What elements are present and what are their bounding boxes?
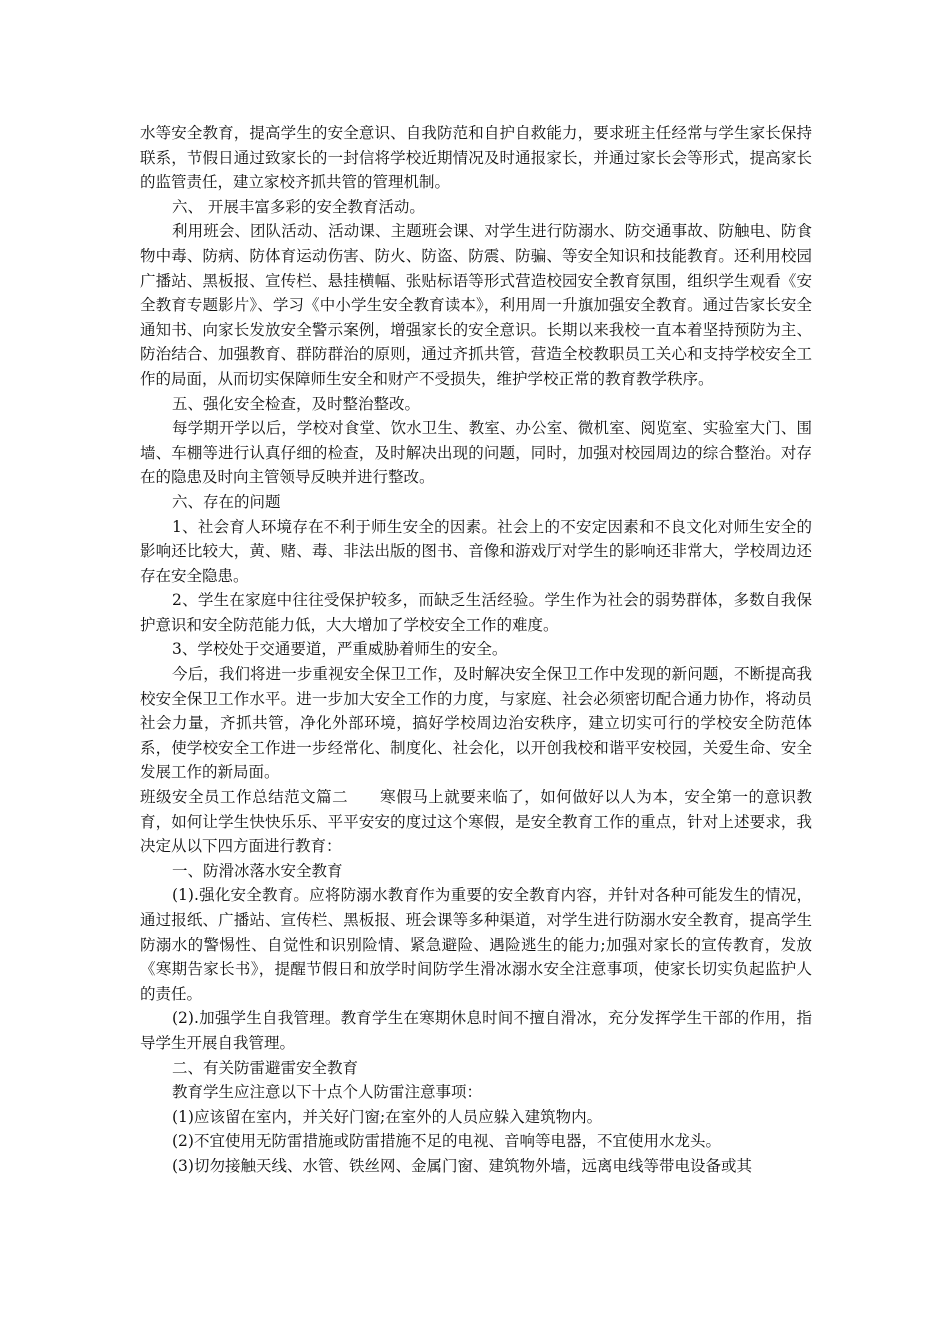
section-heading: 六、 开展丰富多彩的安全教育活动。 (172, 197, 425, 216)
paragraph: (2).加强学生自我管理。教育学生在寒期休息时间不擅自滑冰，充分发挥学生干部的作用，指导学生开展自我管理。 (140, 1009, 812, 1052)
paragraph: 3、学校处于交通要道，严重威胁着师生的安全。 (172, 640, 508, 659)
document-body (140, 121, 812, 1179)
section-heading: 五、强化安全检查，及时整治整改。 (172, 394, 421, 413)
paragraph: 利用班会、团队活动、活动课、主题班会课、对学生进行防溺水、防交通事故、防触电、防食物中毒、防病、防体育运动伤害、防火、防盗、防震、防骗、等安全知识和技能教育。还利用校园广播站、黑板报、宣传栏、悬挂横幅、张贴标语等形式营造校园安全教育氛围，组织学生观看《安全教育专题影片》、学习《中小学生安全教育读本》，利用周一升旗加强安全教育。通过告家长安全通知书、向家长发放安全警示案例，增强家长的安全意识。长期以来我校一直本着坚持预防为主、防治结合、加强教育、群防群治的原则，通过齐抓共管，营造全校教职员工关心和支持学校安全工作的局面，从而切实保障师生安全和财产不受损失，维护学校正常的教育教学秩序。 (140, 222, 812, 388)
paragraph: 1、社会育人环境存在不利于师生安全的因素。社会上的不安定因素和不良文化对师生安全的影响还比较大，黄、赌、毒、非法出版的图书、音像和游戏厅对学生的影响还非常大，学校周边还存在安全隐患。 (140, 517, 812, 585)
paragraph: 教育学生应注意以下十点个人防雷注意事项： (172, 1083, 483, 1102)
list-item: (3)切勿接触天线、水管、铁丝网、金属门窗、建筑物外墙，远离电线等带电设备或其 (172, 1156, 752, 1175)
article-title-paragraph: 班级安全员工作总结范文篇二 寒假马上就要来临了，如何做好以人为本，安全第一的意识教育，如何让学生快快乐乐、平平安安的度过这个寒假，是安全教育工作的重点，针对上述要求，我决定从以下四方面进行教育： (140, 788, 812, 856)
section-heading: 六、存在的问题 (172, 492, 281, 511)
paragraph: 水等安全教育，提高学生的安全意识、自我防范和自护自救能力，要求班主任经常与学生家长保持联系，节假日通过致家长的一封信将学校近期情况及时通报家长，并通过家长会等形式，提高家长的监管责任，建立家校齐抓共管的管理机制。 (140, 124, 812, 192)
list-item: (1)应该留在室内，并关好门窗;在室外的人员应躲入建筑物内。 (172, 1107, 603, 1126)
paragraph: (1).强化安全教育。应将防溺水教育作为重要的安全教育内容，并针对各种可能发生的情况，通过报纸、广播站、宣传栏、黑板报、班会课等多种渠道，对学生进行防溺水安全教育，提高学生防溺水的警惕性、自觉性和识别险情、紧急避险、遇险逃生的能力;加强对家长的宣传教育，发放《寒期告家长书》，提醒节假日和放学时间防学生滑冰溺水安全注意事项，使家长切实负起监护人的责任。 (140, 886, 812, 1003)
section-heading: 二、有关防雷避雷安全教育 (172, 1058, 359, 1077)
paragraph: 每学期开学以后，学校对食堂、饮水卫生、教室、办公室、微机室、阅览室、实验室大门、围墙、车棚等进行认真仔细的检查，及时解决出现的问题，同时，加强对校园周边的综合整治。对存在的隐患及时向主管领导反映并进行整改。 (140, 419, 812, 487)
section-heading: 一、防滑冰落水安全教育 (172, 861, 343, 880)
list-item: (2)不宜使用无防雷措施或防雷措施不足的电视、音响等电器，不宜使用水龙头。 (172, 1132, 721, 1151)
paragraph: 2、学生在家庭中往往受保护较多，而缺乏生活经验。学生作为社会的弱势群体，多数自我保护意识和安全防范能力低，大大增加了学校安全工作的难度。 (140, 591, 812, 634)
paragraph: 今后，我们将进一步重视安全保卫工作，及时解决安全保卫工作中发现的新问题，不断提高我校安全保卫工作水平。进一步加大安全工作的力度，与家庭、社会必须密切配合通力协作，将动员社会力量，齐抓共管，净化外部环境，搞好学校周边治安秩序，建立切实可行的学校安全防范体系，使学校安全工作进一步经常化、制度化、社会化，以开创我校和谐平安校园，关爱生命、安全发展工作的新局面。 (140, 665, 812, 782)
